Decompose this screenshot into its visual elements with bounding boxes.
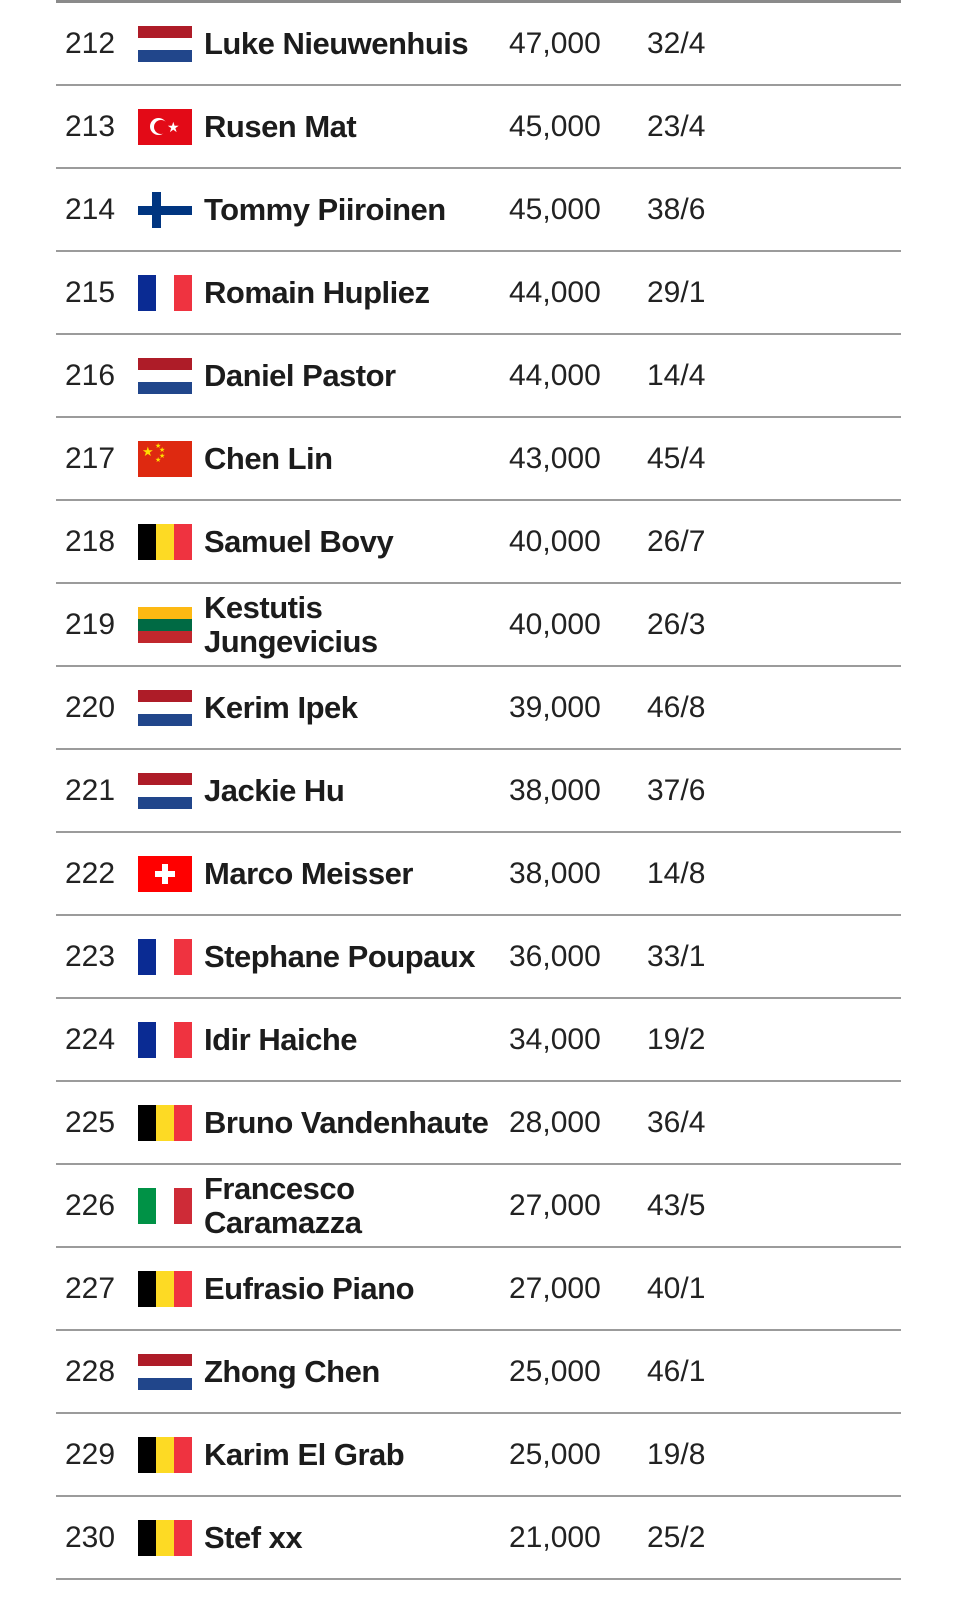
points-value: 44,000 [509,275,601,309]
china-flag-icon: ★ ★ ★ ★ ★ [138,441,192,477]
rank-number: 218 [65,524,116,558]
rank-number: 224 [65,1022,116,1056]
player-name[interactable] [204,1331,504,1412]
points-value: 38,000 [509,773,601,807]
player-name-line: Marco Meisser [204,855,413,891]
match-record: 26/7 [647,524,706,558]
points-value: 38,000 [509,856,601,890]
match-record: 25/2 [647,1520,706,1554]
player-name-line: Kerim Ipek [204,689,358,725]
ranking-row[interactable] [56,169,901,252]
country-flag [138,1414,196,1495]
points-value: 45,000 [509,192,601,226]
player-name-line: Stef xx [204,1519,303,1555]
player-name[interactable] [204,86,504,167]
player-name[interactable] [204,1082,504,1163]
ranking-row[interactable] [56,1497,901,1580]
netherlands-flag-icon [138,358,192,394]
player-name-line: Zhong Chen [204,1353,380,1389]
ranking-row[interactable] [56,833,901,916]
country-flag [138,418,196,499]
belgium-flag-icon [138,1271,192,1307]
player-name[interactable] [204,1497,504,1578]
ranking-row[interactable] [56,1331,901,1414]
player-name-line: Caramazza [204,1204,362,1240]
ranking-row[interactable] [56,86,901,169]
france-flag-icon [138,275,192,311]
rankings-table [56,3,901,1580]
match-record: 40/1 [647,1271,706,1305]
france-flag-icon [138,939,192,975]
player-name-line: Luke Nieuwenhuis [204,25,469,61]
match-record: 29/1 [647,275,706,309]
player-name-line: Idir Haiche [204,1021,357,1057]
player-name-line: Bruno Vandenhaute [204,1104,489,1140]
switzerland-flag-icon [138,856,192,892]
player-name[interactable] [204,916,504,997]
match-record: 45/4 [647,441,706,475]
points-value: 47,000 [509,26,601,60]
country-flag [138,584,196,665]
belgium-flag-icon [138,1437,192,1473]
player-name-line: Chen Lin [204,440,333,476]
points-value: 21,000 [509,1520,601,1554]
points-value: 27,000 [509,1271,601,1305]
netherlands-flag-icon [138,690,192,726]
belgium-flag-icon [138,1520,192,1556]
player-name-line: Francesco [204,1170,355,1206]
player-name-line: Tommy Piiroinen [204,191,446,227]
player-name-line: Samuel Bovy [204,523,394,559]
ranking-row[interactable] [56,1165,901,1248]
points-value: 40,000 [509,524,601,558]
match-record: 32/4 [647,26,706,60]
match-record: 46/8 [647,690,706,724]
country-flag [138,3,196,84]
lithuania-flag-icon [138,607,192,643]
ranking-row[interactable] [56,501,901,584]
player-name-line: Romain Hupliez [204,274,430,310]
ranking-row[interactable] [56,667,901,750]
country-flag [138,916,196,997]
rank-number: 222 [65,856,116,890]
match-record: 33/1 [647,939,706,973]
country-flag [138,833,196,914]
rank-number: 216 [65,358,116,392]
netherlands-flag-icon [138,26,192,62]
country-flag [138,1082,196,1163]
points-value: 39,000 [509,690,601,724]
match-record: 43/5 [647,1188,706,1222]
points-value: 45,000 [509,109,601,143]
country-flag [138,335,196,416]
player-name-line: Karim El Grab [204,1436,405,1472]
country-flag [138,750,196,831]
player-name[interactable] [204,335,504,416]
rank-number: 221 [65,773,116,807]
match-record: 14/4 [647,358,706,392]
player-name-line: Stephane Poupaux [204,938,476,974]
rank-number: 228 [65,1354,116,1388]
match-record: 23/4 [647,109,706,143]
player-name-line: Kestutis [204,589,323,625]
player-name-line: Rusen Mat [204,108,357,144]
country-flag [138,169,196,250]
ranking-row[interactable] [56,335,901,418]
ranking-row[interactable] [56,252,901,335]
points-value: 28,000 [509,1105,601,1139]
match-record: 36/4 [647,1105,706,1139]
player-name[interactable] [204,833,504,914]
player-name[interactable] [204,999,504,1080]
match-record: 19/2 [647,1022,706,1056]
player-name[interactable] [204,501,504,582]
rank-number: 226 [65,1188,116,1222]
country-flag [138,1331,196,1412]
rank-number: 215 [65,275,116,309]
points-value: 43,000 [509,441,601,475]
belgium-flag-icon [138,524,192,560]
country-flag [138,1248,196,1329]
rank-number: 223 [65,939,116,973]
ranking-row[interactable] [56,1248,901,1331]
ranking-row[interactable] [56,1082,901,1165]
italy-flag-icon [138,1188,192,1224]
player-name[interactable] [204,1248,504,1329]
player-name[interactable] [204,584,504,665]
player-name[interactable] [204,1165,504,1246]
points-value: 40,000 [509,607,601,641]
player-name-line: Jackie Hu [204,772,345,808]
france-flag-icon [138,1022,192,1058]
player-name[interactable] [204,3,504,84]
match-record: 37/6 [647,773,706,807]
points-value: 44,000 [509,358,601,392]
rank-number: 212 [65,26,116,60]
country-flag [138,999,196,1080]
country-flag [138,1497,196,1578]
rank-number: 230 [65,1520,116,1554]
match-record: 14/8 [647,856,706,890]
rank-number: 213 [65,109,116,143]
player-name[interactable] [204,1414,504,1495]
player-name[interactable] [204,750,504,831]
player-name-line: Daniel Pastor [204,357,396,393]
player-name[interactable] [204,169,504,250]
match-record: 26/3 [647,607,706,641]
points-value: 34,000 [509,1022,601,1056]
ranking-row[interactable] [56,916,901,999]
rank-number: 219 [65,607,116,641]
country-flag [138,86,196,167]
ranking-row[interactable] [56,999,901,1082]
points-value: 27,000 [509,1188,601,1222]
netherlands-flag-icon [138,773,192,809]
rank-number: 217 [65,441,116,475]
rank-number: 227 [65,1271,116,1305]
belgium-flag-icon [138,1105,192,1141]
player-name[interactable] [204,252,504,333]
finland-flag-icon [138,192,192,228]
player-name[interactable] [204,667,504,748]
player-name-line: Jungevicius [204,623,378,659]
rank-number: 220 [65,690,116,724]
country-flag [138,252,196,333]
match-record: 38/6 [647,192,706,226]
rank-number: 229 [65,1437,116,1471]
turkey-flag-icon: ★ [138,109,192,145]
ranking-row[interactable] [56,3,901,86]
netherlands-flag-icon [138,1354,192,1390]
match-record: 46/1 [647,1354,706,1388]
player-name[interactable] [204,418,504,499]
points-value: 36,000 [509,939,601,973]
ranking-row[interactable] [56,584,901,667]
points-value: 25,000 [509,1437,601,1471]
country-flag [138,501,196,582]
country-flag [138,667,196,748]
ranking-row[interactable] [56,1414,901,1497]
ranking-row[interactable] [56,418,901,501]
country-flag [138,1165,196,1246]
rank-number: 225 [65,1105,116,1139]
points-value: 25,000 [509,1354,601,1388]
rank-number: 214 [65,192,116,226]
match-record: 19/8 [647,1437,706,1471]
ranking-row[interactable] [56,750,901,833]
player-name-line: Eufrasio Piano [204,1270,415,1306]
